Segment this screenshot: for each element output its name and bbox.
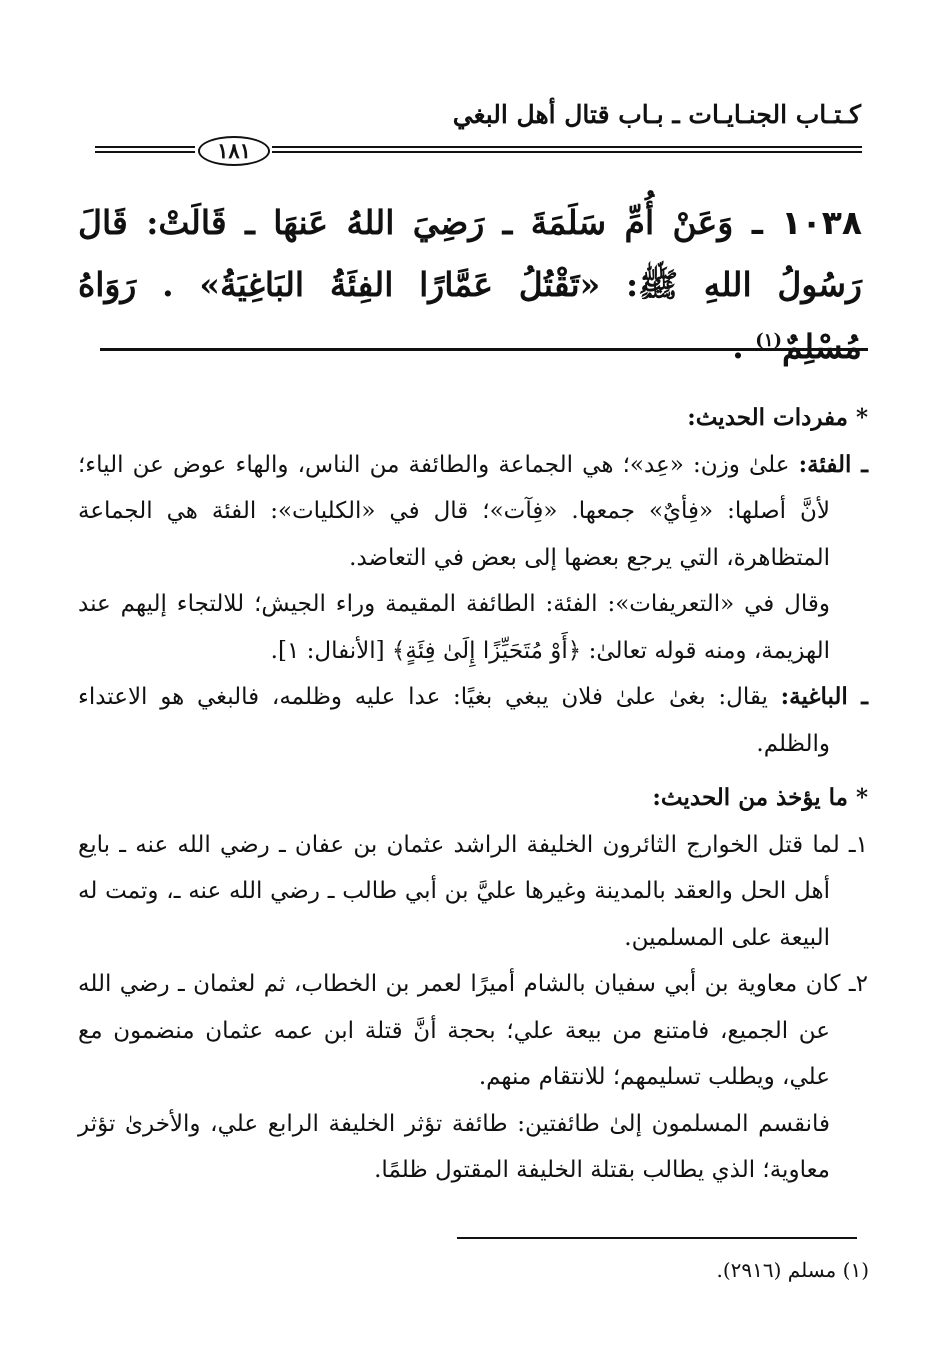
lesson-continuation: فانقسم المسلمون إلىٰ طائفتين: طائفة تؤثر الخليفة الرابع علي، والأخرىٰ تؤثر معاوية؛ الذي يطالب بقتلة الخليفة المقتول ظلمًا. [78, 1110, 830, 1183]
lesson-item: ٢ـ كان معاوية بن أبي سفيان بالشام أميرًا لعمر بن الخطاب، ثم لعثمان ـ رضي الله عن الجميع، فامتنع من بيعة علي؛ بحجة أنَّ قتلة ابن عمه عثمان منضمون مع علي، ويطلب تسليمهم؛ للانتقام منهم. [78, 971, 868, 1090]
vocab-definition: علىٰ وزن: «عِد»؛ هي الجماعة والطائفة من الناس، والهاء عوض عن الياء؛ لأنَّ أصلها: «فِأيٌ» جمعها. «فِآت»؛ قال في «الكليات»: الفئة هي الجماعة المتظاهرة، التي يرجع بعضها إلى بعض في التعاضد. [78, 451, 830, 571]
lessons-heading: * ما يؤخذ من الحديث: [652, 784, 868, 811]
footnote: (١) مسلم (٢٩١٦). [716, 1258, 869, 1282]
header-rule-left [95, 146, 195, 153]
commentary [78, 395, 868, 1194]
vocab-entry-fia [78, 442, 868, 582]
page-number: ١٨١ [198, 136, 270, 166]
header-rule-right [272, 146, 862, 153]
footnote-ref: (١) [755, 330, 782, 351]
hadith-narrator: . رَوَاهُ مُسْلِمٌ [78, 265, 862, 366]
vocab-heading: * مفردات الحديث: [687, 404, 868, 431]
hadith-number: ١٠٣٨ ـ [751, 203, 862, 242]
lesson-item: ١ـ لما قتل الخوارج الثائرون الخليفة الراشد عثمان بن عفان ـ رضي الله عنه ـ بايع أهل الحل والعقد بالمدينة وغيرها عليَّ بن أبي طالب ـ رضي الله عنه ـ، وتمت له البيعة على المسلمين. [78, 831, 868, 951]
vocab-definition: يقال: بغىٰ علىٰ فلان يبغي بغيًا: عدا عليه وظلمه، فالبغي هو الاعتداء والظلم. [78, 684, 830, 757]
vocab-extra: وقال في «التعريفات»: الفئة: الطائفة المقيمة وراء الجيش؛ للالتجاء إليهم عند الهزيمة، ومنه قوله تعالىٰ: ﴿أَوْ مُتَحَيِّزًا إِلَىٰ فِئَةٍ﴾ [الأنفال: ١]. [78, 591, 830, 664]
running-title: كـتـاب الجنـايـات ـ بـاب قتال أهل البغي [452, 100, 861, 129]
hadith-quote: «تَقْتُلُ عَمَّارًا الفِئَةُ البَاغِيَةُ» [199, 265, 601, 304]
hadith-end: . [732, 327, 744, 366]
vocab-entry-baghiya [78, 674, 868, 767]
hadith-divider [100, 348, 868, 351]
vocab-term: ـ الباغية: [780, 683, 868, 710]
vocab-term: ـ الفئة: [798, 450, 869, 478]
hadith-intro: وَعَنْ أُمِّ سَلَمَةَ ـ رَضِيَ اللهُ عَنهَا ـ قَالَتْ: قَالَ رَسُولُ اللهِ ﷺ: [78, 203, 862, 304]
footnote-divider [457, 1237, 857, 1239]
